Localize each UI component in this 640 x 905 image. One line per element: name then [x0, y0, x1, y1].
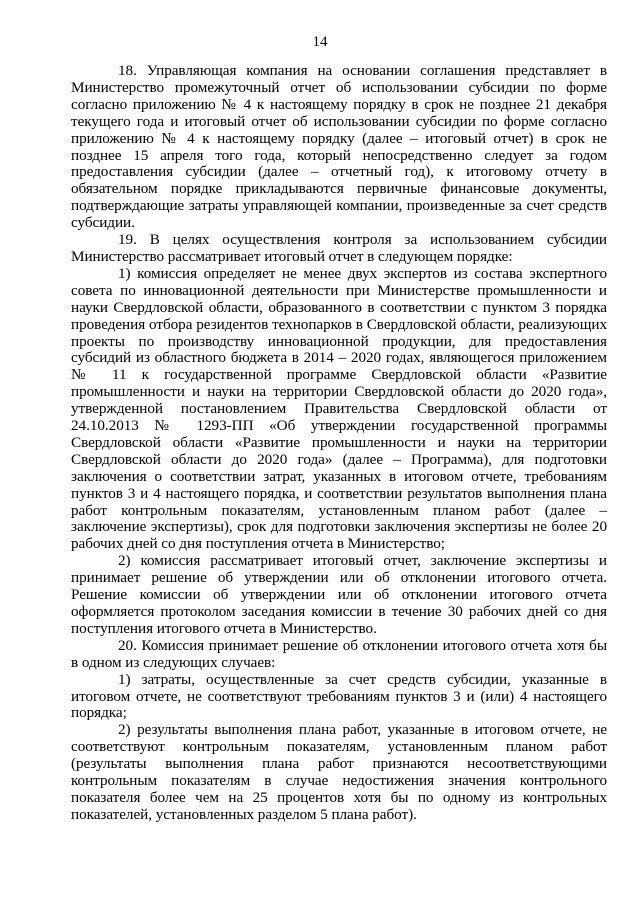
page-number: 14 [312, 34, 328, 50]
paragraph-subitem-19-1: 1) комиссия определяет не менее двух экспертов из состава экспертного совета по инновационной деятельности при Министерстве промышленности и науки Свердловской области, образованного в соответствии с пунктом 3 порядка проведения отбора резидентов технопарков в Свердловской области, реализующих проекты по производству инновационной продукции, для предоставления субсидий из областного бюджета в 2014 – 2020 годах, являющегося приложением № 11 к государственной программе Свердловской области «Развитие промышленности и науки на территории Свердловской области до 2020 года», утвержденной постановлением Правительства Свердловской области от 24.10.2013 № 1293-ПП «Об утверждении государственной программы Свердловской области «Развитие промышленности и науки на территории Свердловской области до 2020 года» (далее – Программа), для подготовки заключения о соответствии затрат, указанных в итоговом отчете, требованиям пунктов 3 и 4 настоящего порядка, и соответствии результатов выполнения плана работ контрольным показателям, установленным планом работ (далее – заключение экспертизы), срок для подготовки заключения экспертизы не более 20 рабочих дней со дня поступления отчета в Министерство; [71, 264, 607, 553]
paragraph-item-19: 19. В целях осуществления контроля за использованием субсидии Министерство рассматривает итоговый отчет в следующем порядке: [71, 231, 607, 265]
paragraph-subitem-19-2: 2) комиссия рассматривает итоговый отчет, заключение экспертизы и принимает решение об утверждении или об отклонении итогового отчета. Решение комиссии об утверждении или об отклонении итогового отчета оформляется протоколом заседания комиссии в течение 30 рабочих дней со дня поступления итогового отчета в Министерство. [71, 552, 607, 637]
paragraph-item-18: 18. Управляющая компания на основании соглашения представляет в Министерство промежуточный отчет об использовании субсидии по форме согласно приложению № 4 к настоящему порядку в срок не позднее 21 декабря текущего года и итоговый отчет об использовании субсидии по форме согласно приложению № 4 к настоящему порядку (далее – итоговый отчет) в срок не позднее 15 апреля того года, который непосредственно следует за годом предоставления субсидии (далее – отчетный год), к итоговому отчету в обязательном порядке прикладываются первичные финансовые документы, подтверждающие затраты управляющей компании, произведенные за счет средств субсидии. [71, 62, 607, 232]
paragraph-subitem-20-1: 1) затраты, осуществленные за счет средств субсидии, указанные в итоговом отчете, не соответствуют требованиям пунктов 3 и (или) 4 настоящего порядка; [71, 670, 607, 722]
document-body [71, 63, 607, 824]
paragraph-item-20: 20. Комиссия принимает решение об отклонении итогового отчета хотя бы в одном из следующих случаев: [71, 636, 607, 671]
paragraph-subitem-20-2: 2) результаты выполнения плана работ, указанные в итоговом отчете, не соответствуют контрольным показателям, установленным планом работ (результаты выполнения плана работ признаются несоответствующими контрольным показателям в случае недостижения значения контрольного показателя более чем на 25 процентов хотя бы по одному из контрольных показателей, установленных разделом 5 плана работ). [71, 721, 607, 823]
